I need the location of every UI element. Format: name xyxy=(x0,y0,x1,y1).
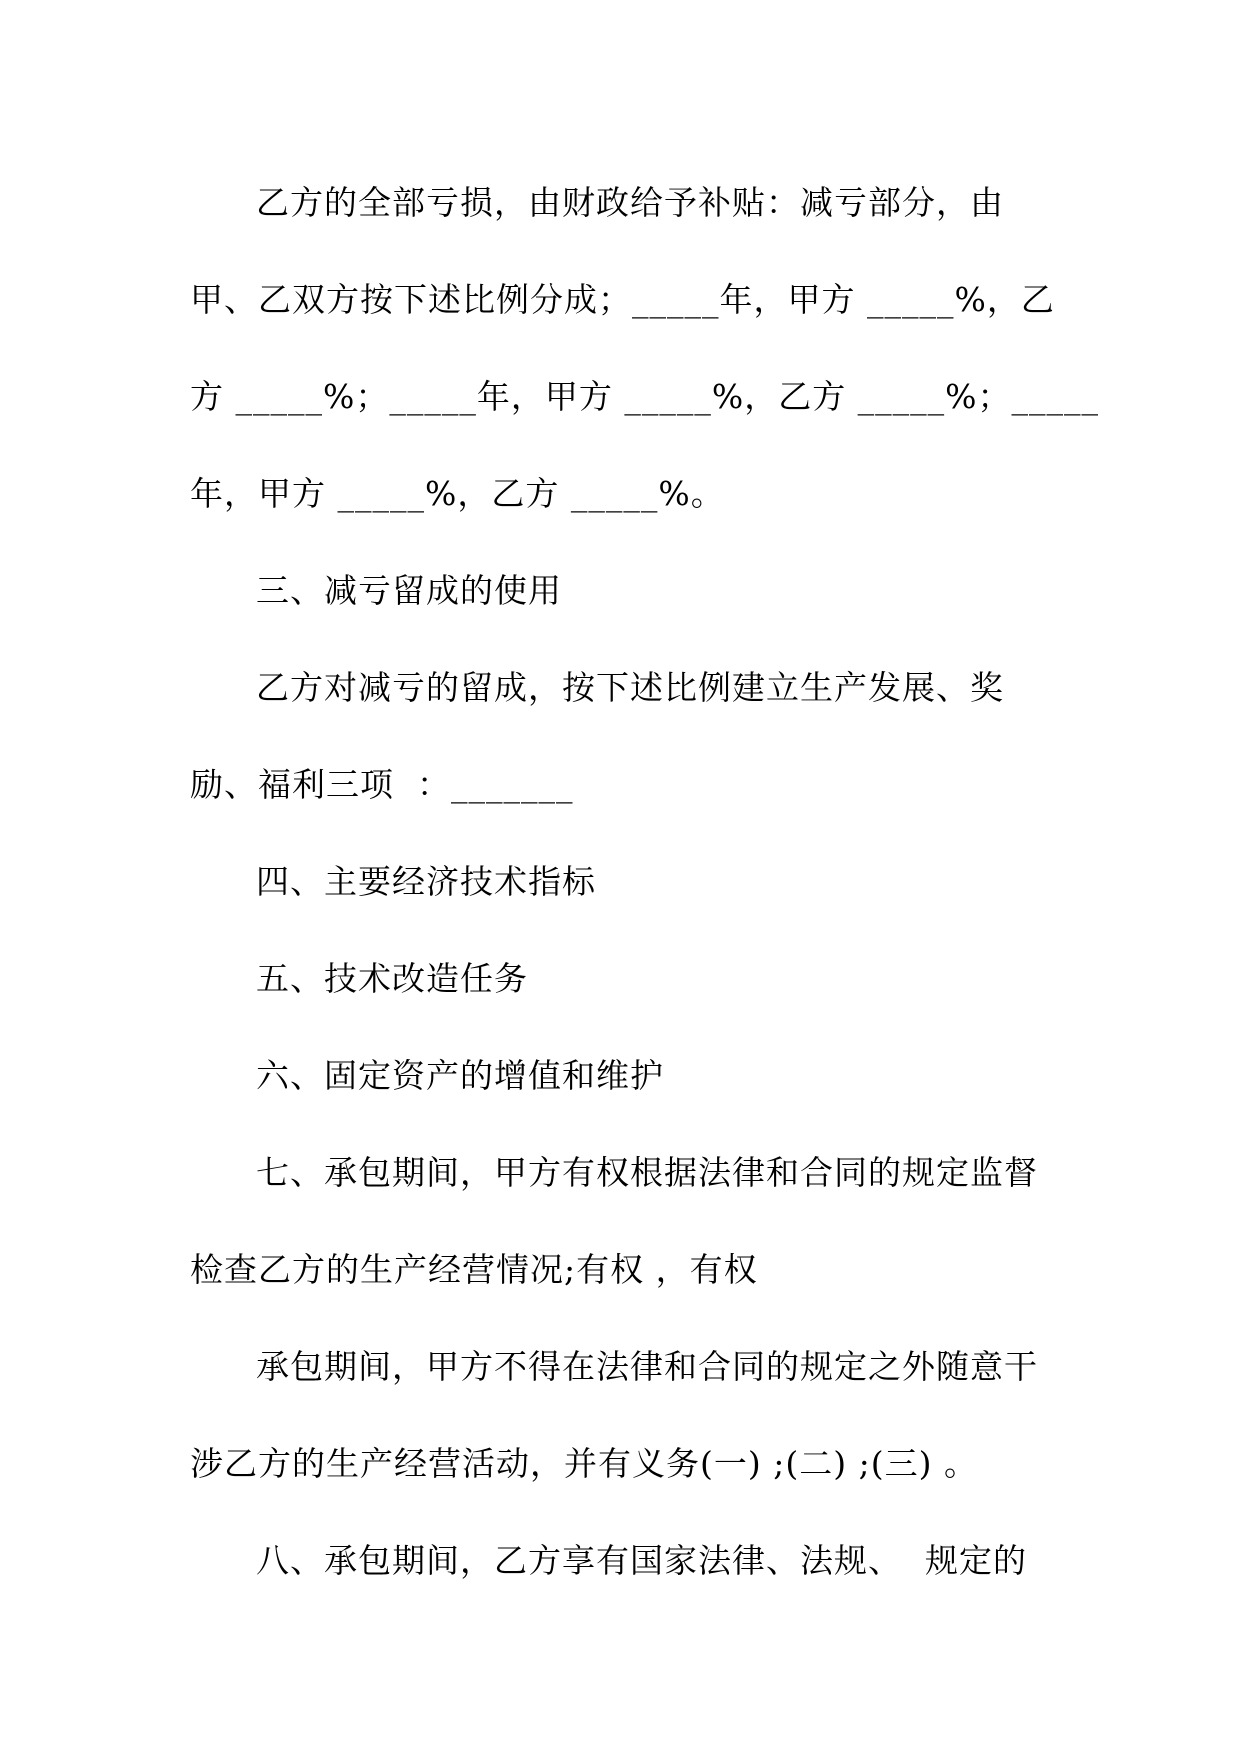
section-heading-3: 三、减亏留成的使用 xyxy=(256,571,562,610)
paragraph-line-3: 方 _____%；_____年，甲方 _____%，乙方 _____%；_____ xyxy=(190,377,1100,416)
paragraph-line-4: 年，甲方 _____%，乙方 _____%。 xyxy=(190,474,725,513)
section-heading-5: 五、技术改造任务 xyxy=(256,959,528,998)
paragraph-line-2: 甲、乙双方按下述比例分成；_____年，甲方 _____%，乙 xyxy=(190,280,1055,319)
paragraph-line-7: 励、福利三项 ：_______ xyxy=(190,765,574,804)
paragraph-line-6: 乙方对减亏的留成，按下述比例建立生产发展、奖 xyxy=(256,668,1004,707)
paragraph-line-14: 涉乙方的生产经营活动，并有义务(一) ;(二) ;(三) 。 xyxy=(190,1444,978,1483)
section-heading-6: 六、固定资产的增值和维护 xyxy=(256,1056,664,1095)
section-heading-8: 八、承包期间，乙方享有国家法律、法规、 规定的 xyxy=(256,1541,1027,1580)
paragraph-line-12: 检查乙方的生产经营情况;有权 ，有权 xyxy=(190,1250,758,1289)
section-heading-4: 四、主要经济技术指标 xyxy=(256,862,596,901)
paragraph-line-1: 乙方的全部亏损，由财政给予补贴：减亏部分，由 xyxy=(256,183,1004,222)
section-heading-7: 七、承包期间，甲方有权根据法律和合同的规定监督 xyxy=(256,1153,1038,1192)
paragraph-line-13: 承包期间，甲方不得在法律和合同的规定之外随意干 xyxy=(256,1347,1038,1386)
